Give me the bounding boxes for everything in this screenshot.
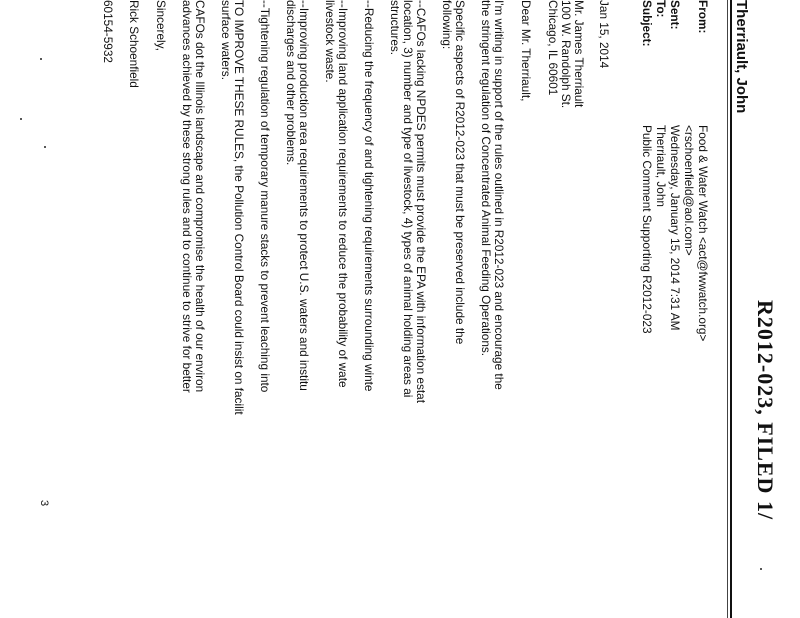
subject-label: Subject: xyxy=(640,0,654,47)
paragraph-improve-line-2: surface waters. xyxy=(219,0,233,80)
to-label: To: xyxy=(654,0,668,18)
letter-date: Jan 15, 2014 xyxy=(597,0,611,69)
paragraph-aspects-line-1: Specific aspects of R2012-023 that must be preserved include the xyxy=(453,0,467,345)
paragraph-closing-line-2: advances achieved by these strong rules and to continue to strive for better xyxy=(180,0,194,393)
salutation: Dear Mr. Therriault, xyxy=(519,0,533,102)
signature-zip: 60154-5932 xyxy=(101,0,115,63)
bullet-manure-line-1: --Tightening regulation of temporary manure stacks to prevent leaching into xyxy=(258,0,272,393)
scan-speck xyxy=(40,58,42,60)
scan-speck xyxy=(20,118,22,120)
bullet-production-line-1: --Improving production area requirements to protect U.S. waters and institu xyxy=(297,0,311,391)
paragraph-intro-line-1: I'm writing in support of the rules outlined in R2012-023 and encourage the xyxy=(492,0,506,390)
sent-value: Wednesday, January 15, 2014 7:31 AM xyxy=(668,125,682,331)
bullet-npdes-line-2: location, 3) number and type of livestock, 4) types of animal holding areas ai xyxy=(401,0,415,398)
signature-name: Rick Schoenfield xyxy=(127,0,141,88)
scan-speck xyxy=(760,568,762,570)
bullet-winter-line-1: --Reducing the frequency of and tightening requirements surrounding winte xyxy=(362,0,376,392)
closing: Sincerely, xyxy=(154,0,168,51)
bullet-production-line-2: discharges and other problems. xyxy=(284,0,298,166)
address-line-3: Chicago, IL 60601 xyxy=(546,0,560,96)
filed-stamp: R2012-023, FILED 1/ xyxy=(753,300,778,521)
from-value-line-1: Food & Water Watch <act@fwwatch.org> xyxy=(696,125,710,342)
bullet-land-line-2: livestock waste. xyxy=(323,0,337,83)
from-value-line-2: <rschoenfield@aol.com> xyxy=(682,125,696,256)
header-rule xyxy=(730,0,732,618)
paragraph-intro-line-2: the stringent regulation of Concentrated Animal Feeding Operations. xyxy=(479,0,493,357)
header-rule-thin xyxy=(727,0,728,618)
from-label: From: xyxy=(696,0,710,34)
bullet-npdes-line-3: structures. xyxy=(388,0,402,56)
address-line-1: Mr. James Therriault xyxy=(572,0,586,108)
paragraph-aspects-line-2: following: xyxy=(440,0,454,50)
sent-label: Sent: xyxy=(668,0,682,30)
scan-speck xyxy=(44,146,46,148)
address-line-2: 100 W. Randolph St. xyxy=(559,0,573,109)
bullet-npdes-line-1: --CAFOs lacking NPDES permits must provide the EPA with information estat xyxy=(414,0,428,403)
bullet-land-line-1: --Improving land application requirements to reduce the probability of wate xyxy=(336,0,350,388)
paragraph-closing-line-1: CAFOs dot the Illinois landscape and compromise the health of our environ xyxy=(193,0,207,393)
subject-value: Public Comment Supporting R2012-023 xyxy=(640,125,654,334)
paragraph-improve-line-1: TO IMPROVE THESE RULES, the Pollution Control Board could insist on facilit xyxy=(232,0,246,415)
page-number: 3 xyxy=(38,500,50,507)
to-value: Therriault, John xyxy=(654,125,668,207)
recipient-header: Therriault, John xyxy=(733,0,750,114)
